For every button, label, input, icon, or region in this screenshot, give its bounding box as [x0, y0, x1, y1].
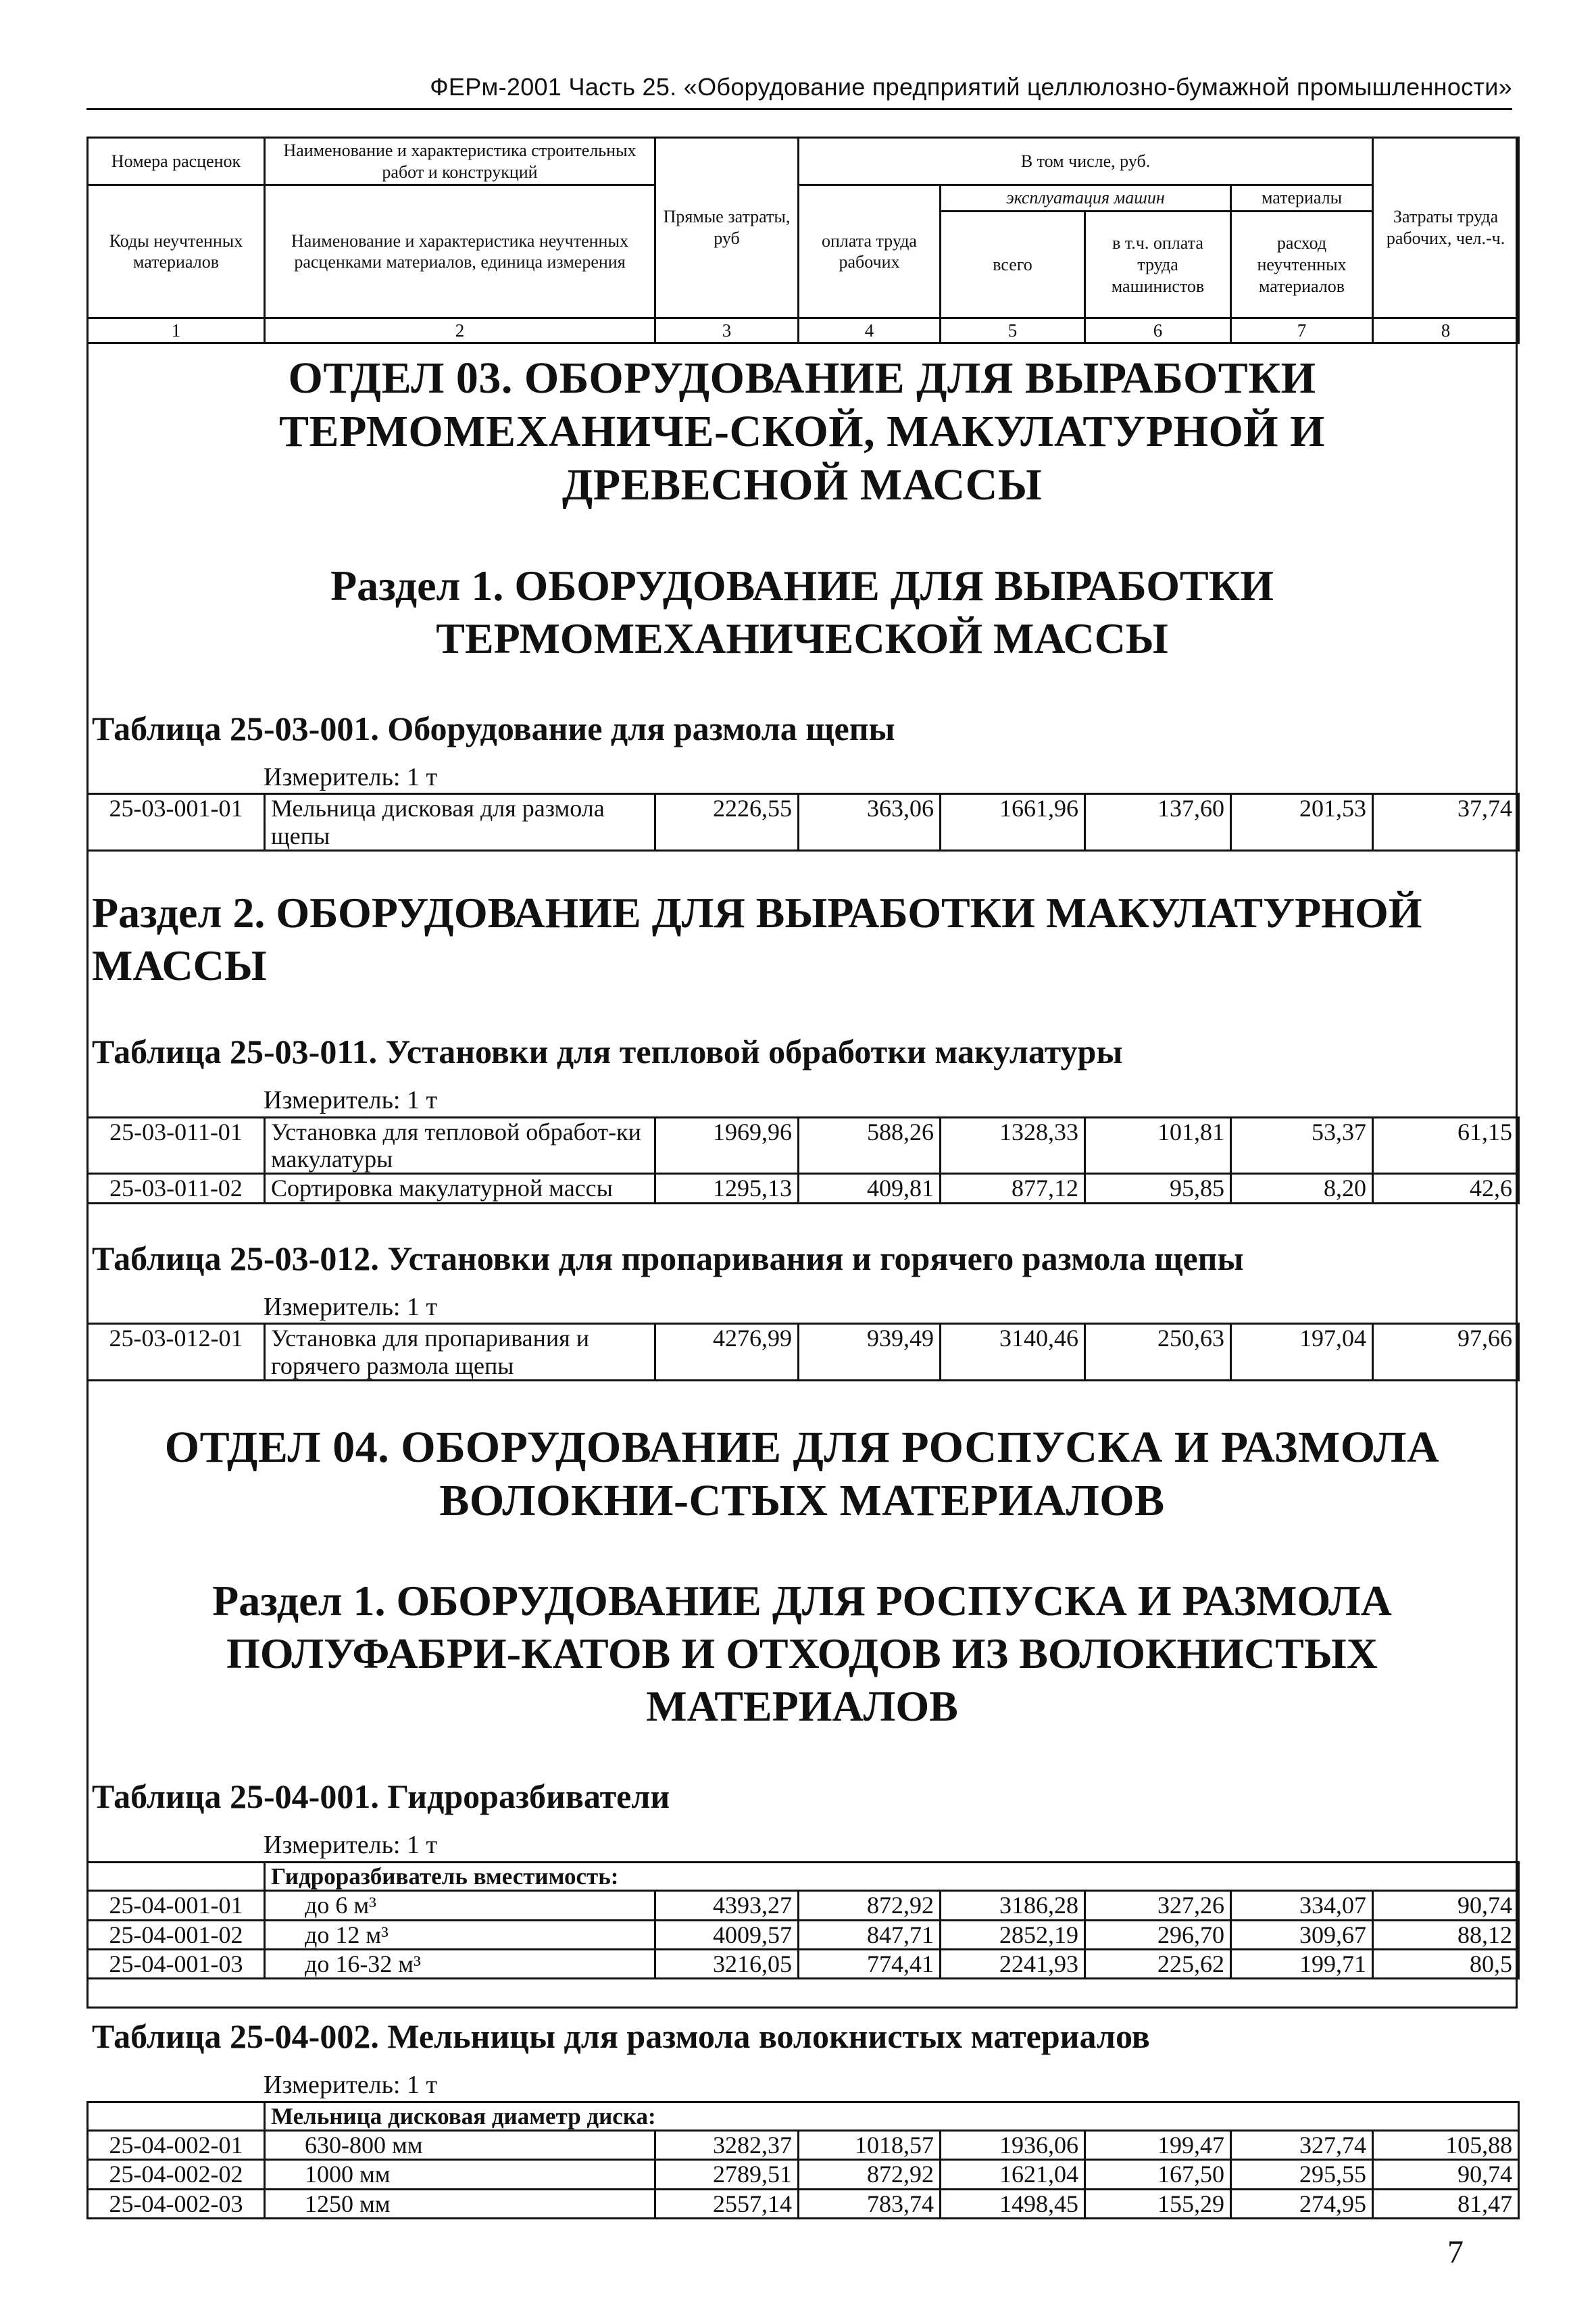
worker-pay: 1018,57 — [799, 2130, 941, 2159]
worker-pay: 872,92 — [799, 1891, 941, 1920]
table-25-04-001-title: Таблица 25-04-001. Гидроразбиватели — [92, 1777, 670, 1816]
table-25-03-011 — [86, 1116, 1520, 1204]
col-number-2: 2 — [265, 318, 655, 343]
rate-code: 25-03-011-02 — [88, 1174, 265, 1203]
materials-cost: 327,74 — [1231, 2130, 1373, 2159]
materials-cost: 274,95 — [1231, 2189, 1373, 2218]
machinist-pay: 167,50 — [1085, 2160, 1231, 2189]
table-row — [88, 1117, 1519, 1174]
table-row — [88, 1920, 1519, 1949]
table-25-03-012-title: Таблица 25-03-012. Установки для пропаривания и горячего размола щепы — [92, 1239, 1244, 1277]
col-number-8: 8 — [1373, 318, 1519, 343]
labor-hours: 80,5 — [1373, 1949, 1519, 1978]
table-25-03-012-meter: Измеритель: 1 т — [264, 1292, 438, 1321]
worker-pay: 363,06 — [799, 794, 941, 851]
table-group-row — [88, 2102, 1519, 2130]
worker-pay: 588,26 — [799, 1117, 941, 1174]
table-row — [88, 1324, 1519, 1381]
table-25-04-002-meter: Измеритель: 1 т — [264, 2071, 438, 2100]
work-name: Сортировка макулатурной массы — [265, 1174, 655, 1203]
rate-code: 25-03-011-01 — [88, 1117, 265, 1174]
direct-costs: 1969,96 — [655, 1117, 799, 1174]
work-name: 1000 мм — [265, 2160, 655, 2189]
header-machines: эксплуатация машин — [941, 185, 1231, 212]
table-25-03-001-title: Таблица 25-03-001. Оборудование для размола щепы — [92, 709, 895, 747]
work-name: Установка для пропаривания и горячего размола щепы — [265, 1324, 655, 1381]
running-header: ФЕРм-2001 Часть 25. «Оборудование предприятий целлюлозно-бумажной промышленности» — [430, 73, 1512, 101]
materials-cost: 199,71 — [1231, 1949, 1373, 1978]
machinist-pay: 155,29 — [1085, 2189, 1231, 2218]
materials-cost: 201,53 — [1231, 794, 1373, 851]
department-04-title: ОТДЕЛ 04. ОБОРУДОВАНИЕ ДЛЯ РОСПУСКА И РАЗМОЛА ВОЛОКНИ-СТЫХ МАТЕРИАЛОВ — [164, 1422, 1440, 1526]
machines-total: 1661,96 — [941, 794, 1085, 851]
worker-pay: 872,92 — [799, 2160, 941, 2189]
rate-code: 25-03-012-01 — [88, 1324, 265, 1381]
machines-total: 2241,93 — [941, 1949, 1085, 1978]
work-name: до 16-32 м³ — [265, 1949, 655, 1978]
labor-hours: 97,66 — [1373, 1324, 1519, 1381]
table-25-03-001 — [86, 793, 1520, 852]
worker-pay: 847,71 — [799, 1920, 941, 1949]
col-number-4: 4 — [799, 318, 941, 343]
table-row — [88, 2160, 1519, 2189]
header-machines-total: всего — [941, 212, 1085, 318]
rate-code: 25-04-002-03 — [88, 2189, 265, 2218]
rate-code: 25-04-002-02 — [88, 2160, 265, 2189]
work-name: 630-800 мм — [265, 2130, 655, 2159]
direct-costs: 4009,57 — [655, 1920, 799, 1949]
labor-hours: 88,12 — [1373, 1920, 1519, 1949]
header-worker-pay: оплата труда рабочих — [799, 185, 941, 318]
dept03-section1-title: Раздел 1. ОБОРУДОВАНИЕ ДЛЯ ВЫРАБОТКИ ТЕРМОМЕХАНИЧЕСКОЙ МАССЫ — [330, 561, 1274, 662]
labor-hours: 42,6 — [1373, 1174, 1519, 1203]
header-name-top: Наименование и характеристика строительных работ и конструкций — [265, 138, 655, 185]
page-number: 7 — [1447, 2234, 1464, 2270]
machinist-pay: 101,81 — [1085, 1117, 1231, 1174]
labor-hours: 90,74 — [1373, 2160, 1519, 2189]
direct-costs: 3216,05 — [655, 1949, 799, 1978]
rate-code: 25-04-001-02 — [88, 1920, 265, 1949]
worker-pay: 409,81 — [799, 1174, 941, 1203]
materials-cost: 197,04 — [1231, 1324, 1373, 1381]
table-group-row — [88, 1863, 1519, 1891]
table-25-03-012 — [86, 1323, 1520, 1381]
machines-total: 1498,45 — [941, 2189, 1085, 2218]
work-name: 1250 мм — [265, 2189, 655, 2218]
department-03-title: ОТДЕЛ 03. ОБОРУДОВАНИЕ ДЛЯ ВЫРАБОТКИ ТЕРМОМЕХАНИЧЕ-СКОЙ, МАКУЛАТУРНОЙ И ДРЕВЕСНОЙ МАССЫ — [279, 353, 1325, 510]
document-body — [86, 311, 1518, 2219]
table-25-04-001 — [86, 1861, 1520, 1979]
materials-cost: 334,07 — [1231, 1891, 1373, 1920]
work-name: до 12 м³ — [265, 1920, 655, 1949]
labor-hours: 81,47 — [1373, 2189, 1519, 2218]
header-materials: материалы — [1231, 185, 1373, 212]
col-number-5: 5 — [941, 318, 1085, 343]
work-name: Мельница дисковая для размола щепы — [265, 794, 655, 851]
direct-costs: 4393,27 — [655, 1891, 799, 1920]
dept04-section1-title: Раздел 1. ОБОРУДОВАНИЕ ДЛЯ РОСПУСКА И РАЗМОЛА ПОЛУФАБРИ-КАТОВ И ОТХОДОВ ИЗ ВОЛОКНИСТЫХ МАТЕРИАЛОВ — [212, 1577, 1392, 1731]
machinist-pay: 296,70 — [1085, 1920, 1231, 1949]
labor-hours: 61,15 — [1373, 1117, 1519, 1174]
table-row — [88, 1891, 1519, 1920]
materials-cost: 309,67 — [1231, 1920, 1373, 1949]
machinist-pay: 327,26 — [1085, 1891, 1231, 1920]
machinist-pay: 137,60 — [1085, 794, 1231, 851]
materials-cost: 53,37 — [1231, 1117, 1373, 1174]
direct-costs: 4276,99 — [655, 1324, 799, 1381]
rate-code: 25-04-001-03 — [88, 1949, 265, 1978]
dept03-section2-title: Раздел 2. ОБОРУДОВАНИЕ ДЛЯ ВЫРАБОТКИ МАКУЛАТУРНОЙ МАССЫ — [92, 888, 1422, 990]
labor-hours: 37,74 — [1373, 794, 1519, 851]
machinist-pay: 250,63 — [1085, 1324, 1231, 1381]
machinist-pay: 95,85 — [1085, 1174, 1231, 1203]
table-row — [88, 1949, 1519, 1978]
rate-code: 25-04-001-01 — [88, 1891, 265, 1920]
table-25-03-001-meter: Измеритель: 1 т — [264, 762, 438, 791]
machines-total: 1936,06 — [941, 2130, 1085, 2159]
col-number-7: 7 — [1231, 318, 1373, 343]
header-labor-hours: Затраты труда рабочих, чел.-ч. — [1373, 138, 1519, 318]
rate-code: 25-04-002-01 — [88, 2130, 265, 2159]
materials-cost: 295,55 — [1231, 2160, 1373, 2189]
header-material-usage: расход неучтенных материалов — [1231, 212, 1373, 318]
group-heading: Мельница дисковая диаметр диска: — [265, 2102, 1519, 2130]
header-codes-top: Номера расценок — [88, 138, 265, 185]
header-name-bottom: Наименование и характеристика неучтенных расценками материалов, единица измерения — [265, 185, 655, 318]
table-25-04-002-title: Таблица 25-04-002. Мельницы для размола волокнистых материалов — [92, 2017, 1150, 2056]
machines-total: 1621,04 — [941, 2160, 1085, 2189]
group-heading: Гидроразбиватель вместимость: — [265, 1863, 1519, 1891]
direct-costs: 2789,51 — [655, 2160, 799, 2189]
machines-total: 3186,28 — [941, 1891, 1085, 1920]
direct-costs: 3282,37 — [655, 2130, 799, 2159]
direct-costs: 2226,55 — [655, 794, 799, 851]
machines-total: 2852,19 — [941, 1920, 1085, 1949]
header-rule — [86, 108, 1512, 110]
machines-total: 3140,46 — [941, 1324, 1085, 1381]
worker-pay: 783,74 — [799, 2189, 941, 2218]
table-25-04-001-meter: Измеритель: 1 т — [264, 1831, 438, 1860]
machines-total: 1328,33 — [941, 1117, 1085, 1174]
col-number-1: 1 — [88, 318, 265, 343]
machinist-pay: 199,47 — [1085, 2130, 1231, 2159]
machines-total: 877,12 — [941, 1174, 1085, 1203]
header-codes-bottom: Коды неучтенных материалов — [88, 185, 265, 318]
table-row — [88, 794, 1519, 851]
table-25-03-011-title: Таблица 25-03-011. Установки для тепловой обработки макулатуры — [92, 1033, 1123, 1071]
col-number-3: 3 — [655, 318, 799, 343]
worker-pay: 774,41 — [799, 1949, 941, 1978]
direct-costs: 2557,14 — [655, 2189, 799, 2218]
table-25-04-002 — [86, 2101, 1520, 2219]
header-direct-costs: Прямые затраты, руб — [655, 138, 799, 318]
worker-pay: 939,49 — [799, 1324, 941, 1381]
work-name: до 6 м³ — [265, 1891, 655, 1920]
header-including: В том числе, руб. — [799, 138, 1373, 185]
table-row — [88, 2130, 1519, 2159]
table-25-03-011-meter: Измеритель: 1 т — [264, 1086, 438, 1115]
rate-code: 25-03-001-01 — [88, 794, 265, 851]
machinist-pay: 225,62 — [1085, 1949, 1231, 1978]
materials-cost: 8,20 — [1231, 1174, 1373, 1203]
labor-hours: 105,88 — [1373, 2130, 1519, 2159]
table-row — [88, 2189, 1519, 2218]
labor-hours: 90,74 — [1373, 1891, 1519, 1920]
work-name: Установка для тепловой обработ-ки макулатуры — [265, 1117, 655, 1174]
col-number-6: 6 — [1085, 318, 1231, 343]
header-machinist-pay: в т.ч. оплата труда машинистов — [1085, 212, 1231, 318]
direct-costs: 1295,13 — [655, 1174, 799, 1203]
table-row — [88, 1174, 1519, 1203]
